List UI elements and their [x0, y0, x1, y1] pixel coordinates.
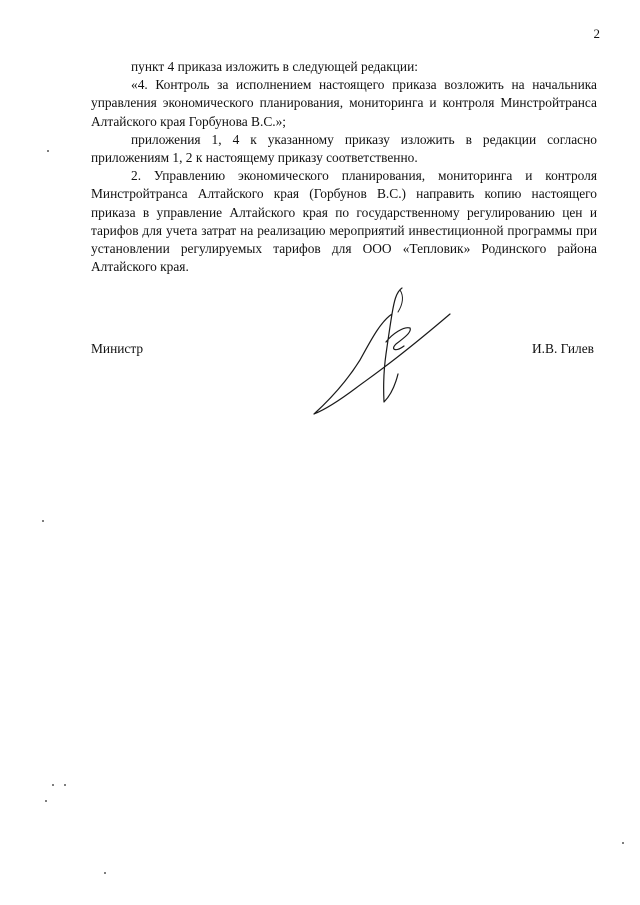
signature-title: Министр — [91, 341, 144, 356]
scan-speck — [104, 872, 106, 874]
page-number: 2 — [593, 26, 600, 41]
scan-speck — [47, 150, 49, 152]
scan-speck — [622, 842, 624, 844]
scan-speck — [52, 784, 54, 786]
scan-speck — [45, 800, 47, 802]
signature-name: И.В. Гилев — [532, 341, 594, 356]
paragraph: 2. Управлению экономического планирования, мониторинга и контроля Минстройтранса Алтайского края (Горбунов В.С.) направить копию настоящего приказа в управление Алтайского края по государственному регулированию цен и тарифов для учета затрат на реализацию мероприятий инвестиционной программы при установлении регулируемых тарифов для ООО «Тепловик» Родинского района Алтайского края. — [91, 168, 597, 275]
handwritten-signature — [300, 282, 460, 422]
scan-speck — [64, 784, 66, 786]
paragraph: пункт 4 приказа изложить в следующей редакции: — [131, 59, 418, 74]
paragraph: приложения 1, 4 к указанному приказу изложить в редакции согласно приложениям 1, 2 к настоящему приказу соответственно. — [91, 131, 597, 166]
scan-speck — [42, 520, 44, 522]
document-body — [91, 58, 597, 276]
paragraph: «4. Контроль за исполнением настоящего приказа возложить на начальника управления экономического планирования, мониторинга и контроля Минстройтранса Алтайского края Горбунова В.С.»; — [91, 77, 597, 129]
